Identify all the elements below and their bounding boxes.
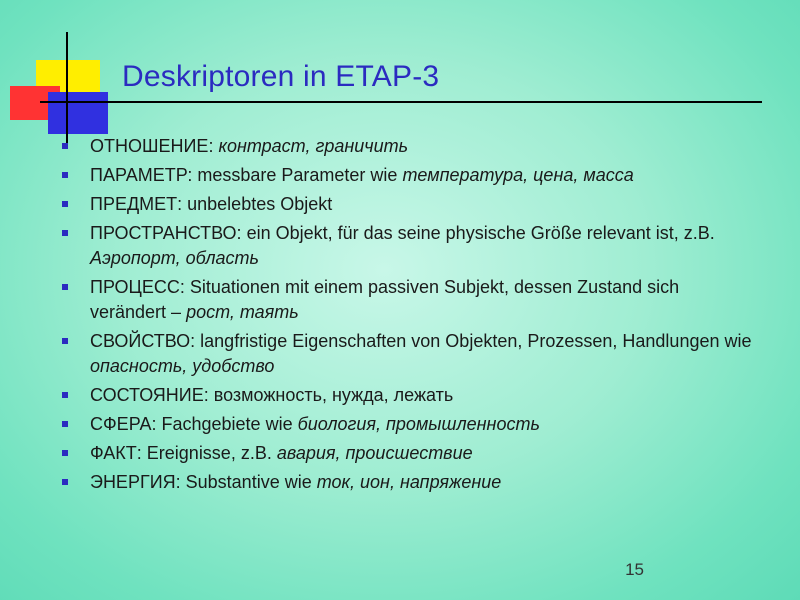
item-label: ПАРАМЕТР:	[90, 165, 198, 185]
list-item	[60, 134, 760, 159]
list-item	[60, 383, 760, 408]
bullet-icon	[62, 143, 68, 149]
bullet-icon	[62, 479, 68, 485]
item-label: ПРОСТРАНСТВО:	[90, 223, 247, 243]
bullet-icon	[62, 421, 68, 427]
item-text: Situationen mit einem passiven Subjekt, dessen Zustand sich verändert –	[90, 277, 680, 322]
item-text: ein Objekt, für das seine physische Größe relevant ist, z.B.	[246, 223, 715, 243]
list-item	[60, 221, 760, 271]
list-item	[60, 192, 760, 217]
item-label: ОТНОШЕНИЕ:	[90, 136, 219, 156]
item-text: Substantive wie	[185, 472, 317, 492]
decor-vertical-line	[66, 32, 68, 144]
descriptor-list	[60, 134, 760, 499]
list-item	[60, 275, 760, 325]
list-item	[60, 470, 760, 495]
item-label: ПРОЦЕСС:	[90, 277, 190, 297]
item-examples: контраст, граничить	[218, 136, 409, 156]
item-label: СВОЙСТВО:	[90, 331, 201, 351]
page-number: 15	[625, 560, 644, 579]
bullet-icon	[62, 450, 68, 456]
item-examples: опасность, удобство	[90, 356, 275, 376]
item-text: возможность, нужда, лежать	[213, 385, 454, 405]
item-examples: рост, таять	[186, 302, 299, 322]
item-label: ПРЕДМЕТ:	[90, 194, 188, 214]
item-examples: Аэропорт, область	[90, 248, 259, 268]
bullet-icon	[62, 172, 68, 178]
list-item	[60, 412, 760, 437]
item-label: ФАКТ:	[90, 443, 147, 463]
slide-title: Deskriptoren in ETAP-3	[122, 60, 440, 93]
item-text: Ereignisse, z.B.	[146, 443, 277, 463]
decor-horizontal-line	[40, 101, 762, 103]
item-text: langfristige Eigenschaften von Objekten, Prozessen, Handlungen wie	[200, 331, 752, 351]
item-label: СОСТОЯНИЕ:	[90, 385, 214, 405]
bullet-icon	[62, 230, 68, 236]
decor-blue-square	[48, 92, 108, 134]
item-examples: температура, цена, масса	[402, 165, 634, 185]
list-item	[60, 441, 760, 466]
item-text: messbare Parameter wie	[197, 165, 403, 185]
item-examples: авария, происшествие	[276, 443, 473, 463]
item-label: ЭНЕРГИЯ:	[90, 472, 186, 492]
item-text: Fachgebiete wie	[161, 414, 298, 434]
bullet-icon	[62, 338, 68, 344]
item-label: СФЕРА:	[90, 414, 162, 434]
list-item	[60, 329, 760, 379]
bullet-icon	[62, 284, 68, 290]
item-text: unbelebtes Objekt	[187, 194, 333, 214]
item-examples: ток, ион, напряжение	[316, 472, 502, 492]
bullet-icon	[62, 392, 68, 398]
item-examples: биология, промышленность	[297, 414, 540, 434]
list-item	[60, 163, 760, 188]
bullet-icon	[62, 201, 68, 207]
